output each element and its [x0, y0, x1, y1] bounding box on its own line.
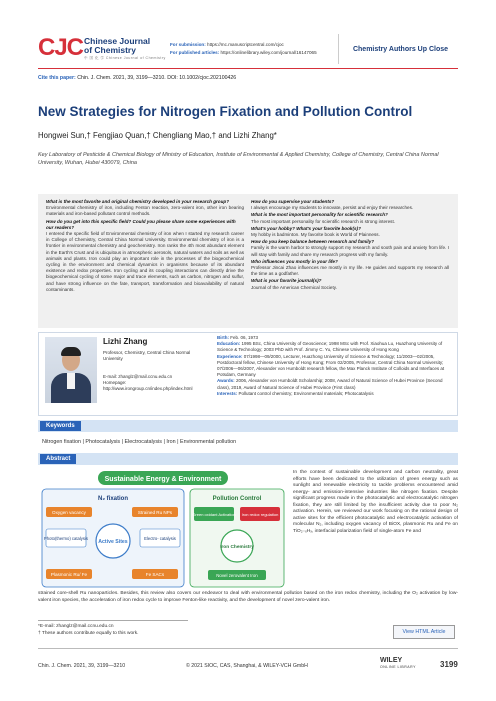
view-html-article-button[interactable]: View HTML Article — [393, 625, 455, 639]
homepage-label: Homepage: — [103, 380, 127, 385]
question: What is the most important personality for scientific research? — [251, 212, 388, 218]
answer: I always encourage my students to innovate, persist and enjoy their researches. — [251, 205, 414, 211]
journal-logo[interactable]: CJC — [38, 34, 84, 61]
journal-links — [170, 41, 317, 57]
pollution-control-title: Pollution Control — [212, 496, 262, 502]
footnote-equal-contribution: † These authors contribute equally to this work. — [38, 630, 139, 636]
author-email[interactable]: E-mail: zhanglz@mail.ccnu.edu.cn — [103, 374, 173, 379]
experience-label: Experience: — [217, 353, 243, 359]
answer: The most important personality for scientific research is strong interest. — [251, 218, 395, 224]
answer: Family is the warm harbor to strongly support my research and sooth pain and anxiety from life. I will stay with family and share my research progress with my family. — [251, 245, 449, 257]
oxygen-vacancy-label: Oxygen vacancy — [52, 510, 86, 515]
articles-link[interactable]: https://onlinelibrary.wiley.com/journal/16147065 — [220, 50, 317, 55]
journal-name-line-1: Chinese Journal — [84, 36, 151, 46]
answer: Environmental chemistry of iron, including Fenton reaction, zero-valent iron, other iron bearing materials and iron-based pollutant control methods. — [46, 205, 244, 217]
iron-redox-label: Iron redox regulation — [241, 512, 279, 517]
submission-label: For submission: — [170, 42, 206, 47]
banner-text: Sustainable Energy & Environment — [104, 476, 222, 483]
journal-name-line-2: of Chemistry — [84, 45, 136, 55]
keywords-header — [38, 420, 458, 432]
fe-sacs-label: Fe SACs — [145, 572, 165, 577]
citation-line — [38, 75, 236, 81]
author-bio-card — [38, 332, 458, 416]
photo-shirt — [67, 373, 75, 389]
journal-header — [38, 34, 458, 64]
keywords-list: Nitrogen fixation | Photocatalysis | Electrocatalysis | Iron | Environmental pollution — [42, 439, 237, 445]
page-number: 3199 — [440, 660, 458, 669]
interests-label: Interests: — [217, 390, 238, 396]
plasmonic-label: Plasmonic Ru/ Fe — [50, 572, 88, 577]
author-role: Professor, Chemistry, Central China Normal University — [103, 350, 191, 361]
footer-divider — [38, 648, 458, 649]
article-authors: Hongwei Sun,† Fengjiao Quan,† Chengliang Mao,† and Lizhi Zhang* — [38, 131, 277, 140]
awards-label: Awards: — [217, 378, 235, 384]
keywords-label: Keywords — [40, 421, 81, 431]
question: How do you get into this specific field? Could you please share some experiences with our readers? — [46, 218, 236, 230]
zerovalent-iron-label: Novel zerovalent Iron — [216, 573, 258, 578]
articles-label: For published articles: — [170, 50, 220, 55]
answer: My hobby is badminton. My favorite book is World of Plainness. — [251, 232, 380, 238]
journal-name — [84, 37, 150, 55]
journal-tagline: 中 国 化 学 Chinese Journal of Chemistry — [84, 56, 166, 60]
photo-hair — [61, 347, 81, 356]
birth-value: Feb. 06, 1973 — [230, 335, 259, 340]
awards-value: 2006, Alexander von Humboldt Scholarship; 2008, Award of Natural Science of Hubei Province (Second class), 2019, Award of Natural Science of Hubei Province (First class) — [217, 378, 443, 390]
question: How do you keep balance between research and family? — [251, 239, 375, 245]
wiley-logo-subtitle: ONLINE LIBRARY — [380, 665, 416, 669]
birth-label: Birth: — [217, 335, 229, 340]
abstract-text: In the context of sustainable development and carbon neutrality, great efforts have been dedicated to the utilization of green energy such as sunlight and renewable electricity to tackle problems encountered amid energy- and emission-intensive industries like nitrogen fixation. Despite significant progress made in the photocatalytic and electrocatalytic nitrogen fixation, they are still limited by the insufficient activity due to poor N₂ activation. Herein, we reviewed our work focusing on the rational design of active sites for the efficient photocatalytic and electrocatalytic activation of molecular N₂, including oxygen vacancy of BiOX, plasmonic Ru and Fe on TiO₂₋ₓHₓ, interfacial polarization field of single-atom Fe and — [293, 470, 458, 534]
electrocatalysis-label: Electro- catalysis — [144, 536, 176, 541]
question: Who influences you mostly in your life? — [251, 258, 338, 264]
question: How do you supervise your students? — [251, 199, 335, 204]
wiley-logo-text: WILEY — [380, 657, 403, 664]
submission-link[interactable]: https://mc.manuscriptcentral.com/cjoc — [207, 42, 284, 47]
photocatalysis-label: Photo(thermo) catalysis — [44, 536, 88, 541]
answer: Journal of the American Chemical Society. — [251, 284, 337, 290]
footnote-divider — [38, 620, 188, 621]
footer-citation: Chin. J. Chem. 2021, 39, 3199—3210 — [38, 663, 126, 669]
abstract-text-continued: strained core-shell Ru nanoparticles. Besides, this review also covers our endeavor to deal with environmental pollution based on the iron redox chemistry, including the O₂ activation by low-valent iron species, the acceleration of iron redox cycle to improve Fenton-like reactivity, and the development of novel zero-valent iron. — [38, 591, 458, 603]
cite-label: Cite this paper: — [38, 75, 76, 81]
article-affiliation: Key Laboratory of Pesticide & Chemical Biology of Ministry of Education, Institute of Environmental & Applied Chemistry, College of Chemistry, Central China Normal University, Wuhan, Hubei 430079, China — [38, 152, 439, 166]
header-divider — [38, 68, 458, 69]
footnote-email[interactable]: *E-mail: zhanglz@mail.ccnu.edu.cn — [38, 624, 114, 629]
strained-ru-label: Strained Ru NPs — [137, 510, 173, 515]
question: What's your hobby? What's your favorite book(s)? — [251, 225, 361, 231]
interview-right-column — [251, 198, 449, 291]
interview-left-column — [46, 198, 244, 293]
author-photo — [45, 337, 97, 403]
active-sites-label: Active Sites — [98, 539, 128, 545]
author-contact — [103, 374, 213, 392]
series-title: Chemistry Authors Up Close — [338, 34, 462, 64]
wiley-logo[interactable] — [380, 657, 416, 671]
answer: I entered the specific field of Environmental chemistry of iron when I started my research career in College of Chemistry, Central China Normal University. Environmental chemistry of iron is a frontier in environmental chemistry and geochemistry. Iron ranks the 4th most abundant element in the Earth's Crust and is ubiquitous in atmospheric aerosols, natural waters and soils as well as animals and plants. Iron could play an important role in the processes of the biogeochemical cycling in the environment and chemical dynamics in organisms because of its abundant existence and redox properties. Iron cycling and its coupling interactions can directly drive the biogeochemical cycling of some major and trace elements, such as carbon, nitrogen and sulfur, and have strong influence on the fate, transport, transformation and bioavailability of natural contaminants. — [46, 231, 244, 292]
footer-copyright: © 2021 SIOC, CAS, Shanghai, & WILEY-VCH GmbH — [186, 663, 308, 669]
education-value: 1995 BSc, China University of Geoscience; 1998 MSc with Prof. Xiaohua Lu, Huazhong University of Science & Technology; 2003 PhD with Prof. Jimmy C. Yu, Chinese University of Hong Kong — [217, 341, 443, 353]
interview-box — [38, 194, 458, 328]
author-details — [217, 335, 455, 397]
author-homepage-link[interactable]: http://www.irongroup.cn/index.php/index.html — [103, 386, 193, 391]
green-oxidant-label: Green oxidant Activation — [192, 512, 236, 517]
interests-value: Pollutant control chemistry; Environmental materials; Photocatalysis — [238, 390, 374, 396]
question: What is your favorite journal(s)? — [251, 278, 322, 284]
abstract-label: Abstract — [40, 454, 76, 464]
experience-value: 07/1998—09/2000, Lecturer, Huazhong University of Science & Technology; 11/2003—02/2005, Postdoctoral fellow, Chinese University of Hong Kong; From 02/2005, Professor, Central China Normal University; 07/2006—06/2007, Alexander von Humboldt research fellow, the Max Planck Institute of Colloids and Interfaces at Potsdam, Germany — [217, 353, 445, 378]
graphical-abstract — [38, 469, 288, 589]
answer: Professor Jincai Zhao influences me mostly in my life. He guides and supports my research all the time as a godfather. — [251, 265, 449, 277]
footnotes — [38, 624, 138, 637]
nitrogen-fixation-title: N₂ fixation — [98, 496, 128, 502]
article-title: New Strategies for Nitrogen Fixation and Pollution Control — [38, 104, 413, 119]
education-label: Education: — [217, 341, 241, 347]
question: What is the most favorite and original chemistry developed in your research group? — [46, 199, 230, 204]
cite-text[interactable]: Chin. J. Chem. 2021, 39, 3199—3210. DOI: 10.1002/cjoc.202100426 — [77, 75, 237, 81]
iron-chemistry-label: Iron Chemistry — [220, 545, 254, 550]
author-name: Lizhi Zhang — [103, 337, 148, 346]
abstract-header — [38, 453, 458, 465]
